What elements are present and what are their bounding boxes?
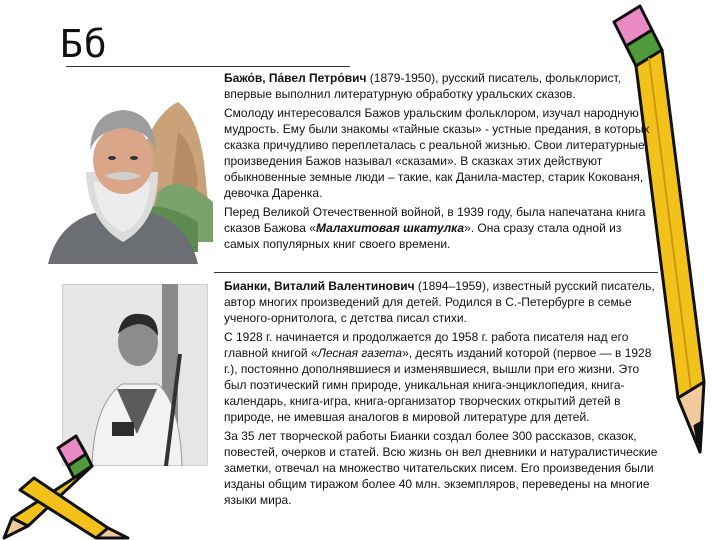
bazhov-p3-before: Перед Великой Отечественной войной, в 1939 году, была напечатана книга сказов Бажова «	[224, 205, 646, 235]
bazhov-intro-text: (1879-1950), русский писатель, фольклорист, впервые выполнил литературную обработку уральских сказов.	[224, 71, 621, 101]
bianki-intro	[224, 278, 660, 326]
bianki-p2-after: », десять изданий которой (первое — в 1928 г.), постоянно дополнявшиеся и изменявшиеся, вышли при его жизни. Это был поэтический гимн природе, уникальная книга-энциклопедия, книга-календарь, книга-игра, книга-организатор творческих открытий детей в природе, не имевшая аналогов в мировой литературе для детей.	[224, 346, 652, 424]
bazhov-intro	[224, 70, 660, 102]
bianki-p2-before: С 1928 г. начинается и продолжается до 1958 г. работа писателя над его главной книгой «	[224, 330, 629, 360]
bazhov-p3-after: ». Она сразу стала одной из самых популярных книг своего времени.	[224, 221, 622, 251]
pencil-icon	[0, 430, 135, 540]
section-divider	[214, 272, 658, 273]
bianki-name: Бианки, Виталий Валентинович	[224, 279, 415, 293]
book-title-malachite: Малахитовая шкатулка	[315, 221, 465, 235]
bazhov-bio	[224, 70, 660, 255]
bianki-paragraph-2	[224, 329, 660, 425]
book-title-forest-gazette: Лесная газета	[317, 346, 403, 360]
page-heading: Бб	[60, 22, 108, 66]
bianki-intro-text: (1894–1959), известный русский писатель, автор многих произведений для детей. Родился в С.-Петербурге в семье ученого-орнитолога, с детства писал стихи.	[224, 279, 655, 325]
bianki-paragraph-3: За 35 лет творческой работы Бианки создал более 300 рассказов, сказок, повестей, очерков и статей. Всю жизнь он вел дневники и натуралистические заметки, отвечал на множество читательских писем. Его произведения были изданы общим тиражом более 40 млн. экземпляров, переведены на многие языки мира.	[224, 429, 658, 507]
bianki-bio	[224, 278, 660, 511]
bazhov-paragraph-2: Смолоду интересовался Бажов уральским фольклором, изучал народную мудрость. Ему были знакомы «тайные сказы» - устные предания, в которых сказка причудливо переплеталась с реальной жизнью. Свои литературные произведения Бажов называл «сказами». В сказках этих действуют обыкновенные земные люди – такие, как Данила-мастер, старик Кокованя, девочка Даренка.	[224, 106, 650, 200]
portrait-bazhov	[28, 72, 218, 264]
bazhov-paragraph-3	[224, 204, 660, 252]
heading-underline	[66, 66, 350, 67]
bazhov-name: Бажо́в, Па́вел Петро́вич	[224, 71, 367, 85]
